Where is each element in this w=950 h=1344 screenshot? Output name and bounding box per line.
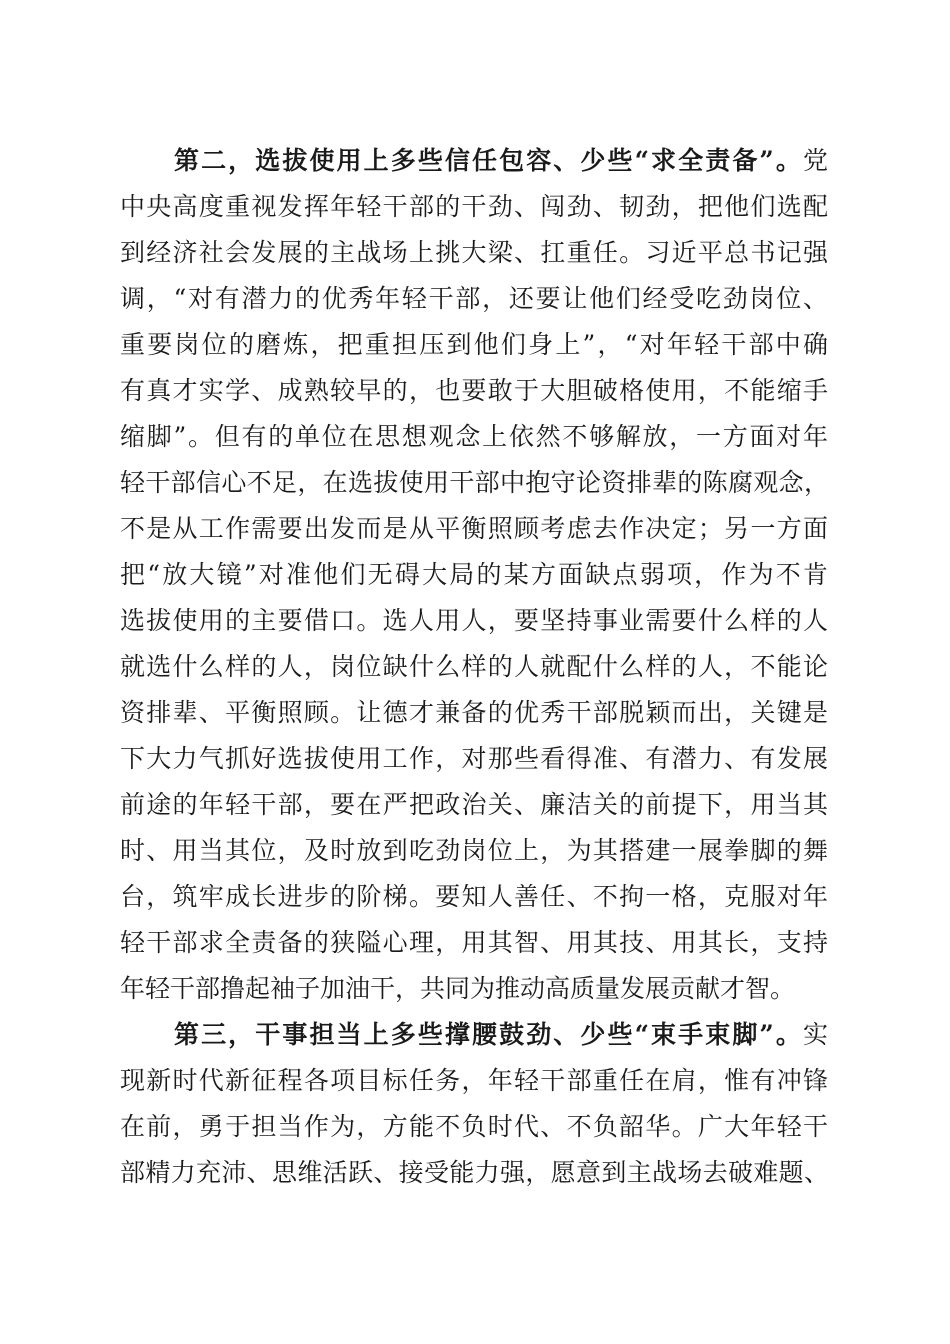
paragraph-line: 不是从工作需要出发而是从平衡照顾考虑去作决定；另一方面: [120, 514, 828, 543]
paragraph-line: 中央高度重视发挥年轻干部的干劲、闯劲、韧劲，把他们选配: [120, 192, 828, 221]
paragraph-line: 轻干部求全责备的狭隘心理，用其智、用其技、用其长，支持: [120, 928, 828, 957]
paragraph-line: 选拔使用的主要借口。选人用人，要坚持事业需要什么样的人: [120, 606, 828, 635]
paragraph-line: 就选什么样的人，岗位缺什么样的人就配什么样的人，不能论: [120, 652, 828, 681]
paragraph-line: 在前，勇于担当作为，方能不负时代、不负韶华。广大年轻干: [120, 1112, 828, 1141]
paragraph-line: 台，筑牢成长进步的阶梯。要知人善任、不拘一格，克服对年: [120, 882, 828, 911]
paragraph-line: 时、用当其位，及时放到吃劲岗位上，为其搭建一展拳脚的舞: [120, 836, 828, 865]
section-heading: 第二，选拔使用上多些信任包容、少些“求全责备”。: [174, 146, 803, 175]
paragraph-line: 部精力充沛、思维活跃、接受能力强，愿意到主战场去破难题、: [120, 1158, 828, 1187]
paragraph-line: 年轻干部撸起袖子加油干，共同为推动高质量发展贡献才智。: [120, 974, 796, 1003]
paragraph-line: [174, 1017, 828, 1053]
paragraph-line: 把“放大镜”对准他们无碍大局的某方面缺点弱项，作为不肯: [120, 560, 828, 589]
paragraph-line: 到经济社会发展的主战场上挑大梁、扛重任。习近平总书记强: [120, 238, 828, 267]
paragraph-text: 实: [802, 1020, 828, 1049]
paragraph-line: 缩脚”。但有的单位在思想观念上依然不够解放，一方面对年: [120, 422, 828, 451]
paragraph-line: 下大力气抓好选拔使用工作，对那些看得准、有潜力、有发展: [120, 744, 828, 773]
paragraph-line: 有真才实学、成熟较早的，也要敢于大胆破格使用，不能缩手: [120, 376, 828, 405]
paragraph-line: 现新时代新征程各项目标任务，年轻干部重任在肩，惟有冲锋: [120, 1066, 828, 1095]
paragraph-line: 轻干部信心不足，在选拔使用干部中抱守论资排辈的陈腐观念，: [120, 468, 828, 497]
paragraph-line: 重要岗位的磨炼，把重担压到他们身上”，“对年轻干部中确: [120, 330, 828, 359]
paragraph-line: [174, 143, 828, 179]
paragraph-line: 资排辈、平衡照顾。让德才兼备的优秀干部脱颖而出，关键是: [120, 698, 828, 727]
section-heading: 第三，干事担当上多些撑腰鼓劲、少些“束手束脚”。: [174, 1020, 803, 1049]
paragraph-line: 调，“对有潜力的优秀年轻干部，还要让他们经受吃劲岗位、: [120, 284, 828, 313]
paragraph-line: 前途的年轻干部，要在严把政治关、廉洁关的前提下，用当其: [120, 790, 828, 819]
paragraph-text: 党: [802, 146, 828, 175]
